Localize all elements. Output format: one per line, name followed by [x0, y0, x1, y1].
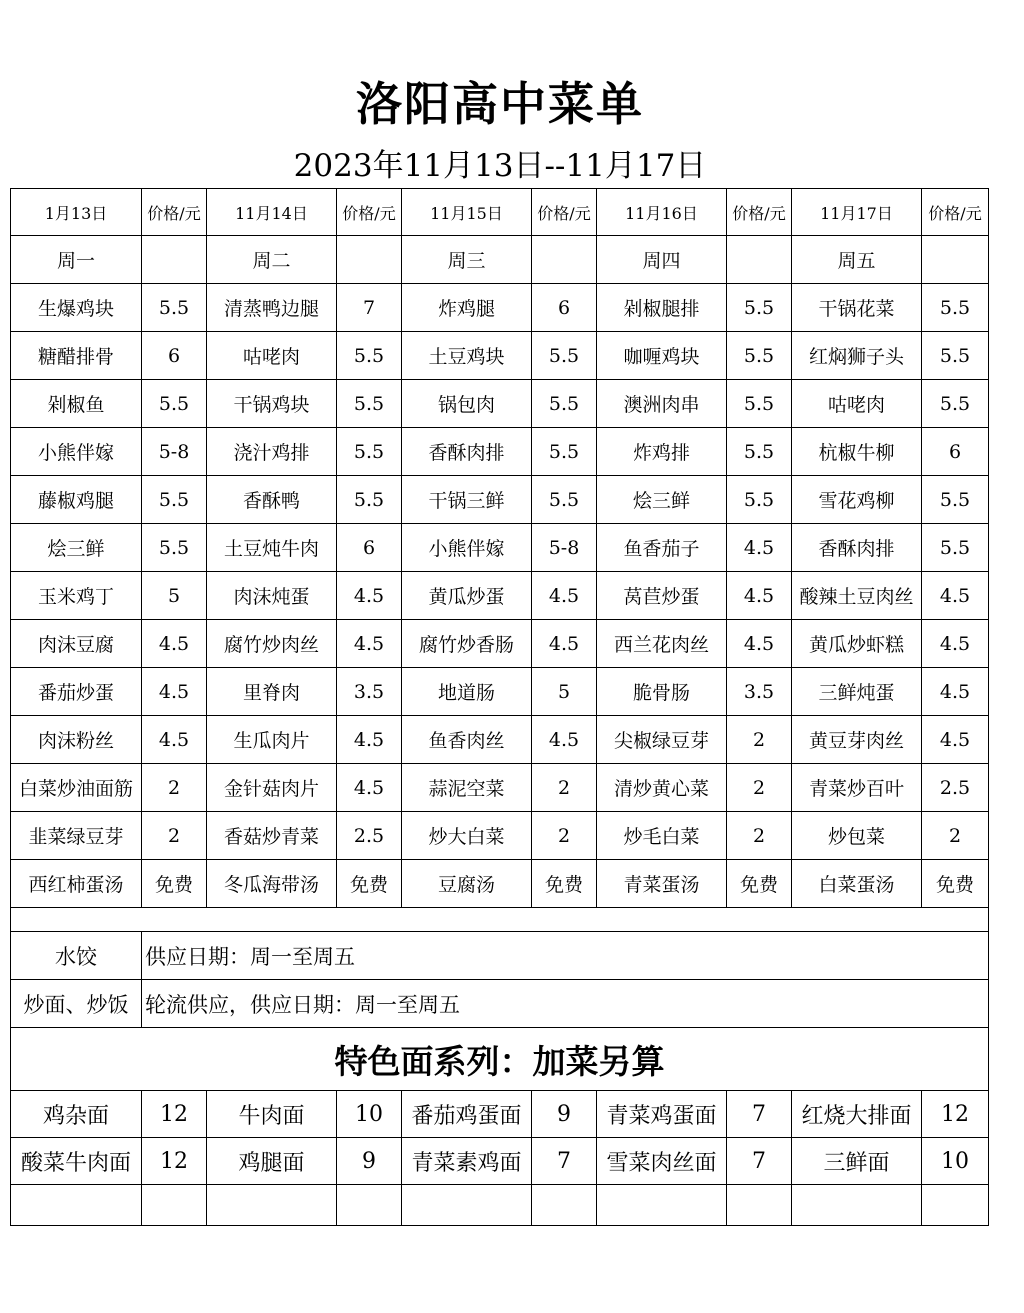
dish-price-cell: 5.5: [532, 476, 597, 524]
dish-name-cell: 炒毛白菜: [597, 812, 727, 860]
empty-cell: [142, 236, 207, 284]
dish-name-cell: 雪花鸡柳: [792, 476, 922, 524]
dish-price-cell: 4.5: [337, 716, 402, 764]
dish-price-cell: 4.5: [532, 572, 597, 620]
dish-price-cell: 6: [337, 524, 402, 572]
dish-name-cell: 鱼香茄子: [597, 524, 727, 572]
dish-price-cell: 5.5: [727, 380, 792, 428]
dish-name-cell: 红焖狮子头: [792, 332, 922, 380]
empty-cell: [337, 1185, 402, 1226]
dish-price-cell: 4.5: [922, 716, 989, 764]
dish-row: [11, 428, 989, 476]
dish-price-cell: 5.5: [922, 332, 989, 380]
dish-name-cell: 蒜泥空菜: [402, 764, 532, 812]
empty-cell: [727, 1185, 792, 1226]
noodle-price-cell: 7: [727, 1138, 792, 1185]
dish-name-cell: 青菜炒百叶: [792, 764, 922, 812]
dish-price-cell: 3.5: [727, 668, 792, 716]
dish-row: [11, 476, 989, 524]
dish-name-cell: 莴苣炒蛋: [597, 572, 727, 620]
weekday-cell: 周三: [402, 236, 532, 284]
empty-cell: [337, 236, 402, 284]
dish-price-cell: 5.5: [532, 428, 597, 476]
dish-name-cell: 杭椒牛柳: [792, 428, 922, 476]
dish-name-cell: 剁椒鱼: [11, 380, 142, 428]
noodle-price-cell: 12: [142, 1091, 207, 1138]
dish-name-cell: 炒包菜: [792, 812, 922, 860]
dish-price-cell: 2: [727, 716, 792, 764]
noodle-name-cell: 牛肉面: [207, 1091, 337, 1138]
noodle-price-cell: 10: [337, 1091, 402, 1138]
dish-price-cell: 5.5: [727, 428, 792, 476]
dish-name-cell: 清炒黄心菜: [597, 764, 727, 812]
dish-name-cell: 豆腐汤: [402, 860, 532, 908]
dish-name-cell: 烩三鲜: [11, 524, 142, 572]
dish-price-cell: 5.5: [532, 332, 597, 380]
dish-name-cell: 香酥肉排: [402, 428, 532, 476]
dish-name-cell: 里脊肉: [207, 668, 337, 716]
dish-name-cell: 香酥肉排: [792, 524, 922, 572]
dish-name-cell: 生爆鸡块: [11, 284, 142, 332]
noodle-name-cell: 番茄鸡蛋面: [402, 1091, 532, 1138]
dish-row: [11, 524, 989, 572]
dish-price-cell: 4.5: [142, 716, 207, 764]
dish-row: [11, 332, 989, 380]
price-header-cell: 价格/元: [532, 189, 597, 236]
noodle-price-cell: 12: [142, 1138, 207, 1185]
dish-name-cell: 白菜炒油面筋: [11, 764, 142, 812]
dish-price-cell: 6: [142, 332, 207, 380]
dish-price-cell: 4.5: [727, 524, 792, 572]
noodle-price-cell: 9: [532, 1091, 597, 1138]
empty-cell: [11, 908, 989, 932]
noodle-row: [11, 1138, 989, 1185]
dish-name-cell: 鱼香肉丝: [402, 716, 532, 764]
empty-cell: [11, 1185, 142, 1226]
dish-price-cell: 2.5: [922, 764, 989, 812]
date-range: 2023年11月13日--11月17日: [293, 148, 707, 184]
dish-name-cell: 炸鸡腿: [402, 284, 532, 332]
dish-name-cell: 黄瓜炒虾糕: [792, 620, 922, 668]
dish-price-cell: 4.5: [337, 764, 402, 812]
dish-name-cell: 酸辣土豆肉丝: [792, 572, 922, 620]
dish-price-cell: 5: [532, 668, 597, 716]
weekday-row: [11, 236, 989, 284]
empty-cell: [142, 1185, 207, 1226]
dish-name-cell: 生瓜肉片: [207, 716, 337, 764]
dish-name-cell: 咕咾肉: [792, 380, 922, 428]
dish-row: [11, 716, 989, 764]
dish-row: [11, 812, 989, 860]
dish-price-cell: 4.5: [727, 620, 792, 668]
dish-row: [11, 764, 989, 812]
date-cell: 1月13日: [11, 189, 142, 236]
dish-price-cell: 6: [922, 428, 989, 476]
dish-price-cell: 4.5: [532, 716, 597, 764]
dish-price-cell: 4.5: [922, 668, 989, 716]
weekday-cell: 周二: [207, 236, 337, 284]
dish-price-cell: 5.5: [727, 284, 792, 332]
dish-name-cell: 金针菇肉片: [207, 764, 337, 812]
dish-name-cell: 黄瓜炒蛋: [402, 572, 532, 620]
empty-cell: [597, 1185, 727, 1226]
noodle-name-cell: 鸡杂面: [11, 1091, 142, 1138]
dish-price-cell: 5.5: [922, 284, 989, 332]
dish-name-cell: 韭菜绿豆芽: [11, 812, 142, 860]
date-cell: 11月14日: [207, 189, 337, 236]
dish-price-cell: 5.5: [337, 476, 402, 524]
weekday-cell: 周四: [597, 236, 727, 284]
dish-price-cell: 4.5: [922, 620, 989, 668]
noodle-name-cell: 青菜素鸡面: [402, 1138, 532, 1185]
dish-price-cell: 5.5: [922, 476, 989, 524]
dish-name-cell: 脆骨肠: [597, 668, 727, 716]
dish-name-cell: 肉沫炖蛋: [207, 572, 337, 620]
dish-name-cell: 炒大白菜: [402, 812, 532, 860]
dish-price-cell: 免费: [727, 860, 792, 908]
date-cell: 11月16日: [597, 189, 727, 236]
dish-row: [11, 380, 989, 428]
noodle-name-cell: 鸡腿面: [207, 1138, 337, 1185]
dish-name-cell: 烩三鲜: [597, 476, 727, 524]
dish-name-cell: 小熊伴嫁: [11, 428, 142, 476]
noodle-name-cell: 酸菜牛肉面: [11, 1138, 142, 1185]
weekday-cell: 周一: [11, 236, 142, 284]
dish-name-cell: 澳洲肉串: [597, 380, 727, 428]
price-header-cell: 价格/元: [142, 189, 207, 236]
dish-price-cell: 5.5: [142, 476, 207, 524]
dish-price-cell: 2: [922, 812, 989, 860]
dish-name-cell: 白菜蛋汤: [792, 860, 922, 908]
dish-name-cell: 清蒸鸭边腿: [207, 284, 337, 332]
info-label-cell: 炒面、炒饭: [11, 980, 142, 1028]
dish-price-cell: 2: [142, 812, 207, 860]
price-header-cell: 价格/元: [337, 189, 402, 236]
dish-price-cell: 5-8: [532, 524, 597, 572]
weekday-cell: 周五: [792, 236, 922, 284]
dish-price-cell: 5.5: [727, 476, 792, 524]
price-header-cell: 价格/元: [922, 189, 989, 236]
empty-cell: [922, 1185, 989, 1226]
dish-name-cell: 玉米鸡丁: [11, 572, 142, 620]
dish-price-cell: 5.5: [337, 428, 402, 476]
empty-cell: [207, 1185, 337, 1226]
noodle-price-cell: 7: [727, 1091, 792, 1138]
dish-name-cell: 肉沫粉丝: [11, 716, 142, 764]
dish-price-cell: 4.5: [532, 620, 597, 668]
dish-name-cell: 土豆鸡块: [402, 332, 532, 380]
dish-price-cell: 5.5: [727, 332, 792, 380]
dish-name-cell: 地道肠: [402, 668, 532, 716]
info-label-cell: 水饺: [11, 932, 142, 980]
info-row: [11, 980, 989, 1028]
dish-price-cell: 5.5: [922, 524, 989, 572]
noodle-banner-row: [11, 1028, 989, 1091]
empty-cell: [922, 236, 989, 284]
dish-price-cell: 5.5: [922, 380, 989, 428]
dish-price-cell: 5.5: [142, 284, 207, 332]
info-value-cell: 供应日期：周一至周五: [142, 932, 989, 980]
dish-name-cell: 炸鸡排: [597, 428, 727, 476]
dish-price-cell: 5.5: [142, 524, 207, 572]
dish-price-cell: 4.5: [142, 620, 207, 668]
menu-table: [10, 188, 989, 1226]
dish-price-cell: 6: [532, 284, 597, 332]
noodle-price-cell: 10: [922, 1138, 989, 1185]
dish-price-cell: 5.5: [337, 380, 402, 428]
dish-price-cell: 5.5: [142, 380, 207, 428]
dish-name-cell: 剁椒腿排: [597, 284, 727, 332]
dish-price-cell: 4.5: [337, 572, 402, 620]
menu-table-body: [11, 189, 989, 1226]
dish-price-cell: 5: [142, 572, 207, 620]
dish-name-cell: 香酥鸭: [207, 476, 337, 524]
dish-price-cell: 4.5: [727, 572, 792, 620]
noodle-name-cell: 三鲜面: [792, 1138, 922, 1185]
dish-name-cell: 小熊伴嫁: [402, 524, 532, 572]
info-row: [11, 932, 989, 980]
dish-price-cell: 免费: [922, 860, 989, 908]
dish-name-cell: 青菜蛋汤: [597, 860, 727, 908]
menu-title: 洛阳高中菜单: [356, 77, 644, 131]
noodle-price-cell: 9: [337, 1138, 402, 1185]
empty-cell: [792, 1185, 922, 1226]
dish-price-cell: 5.5: [532, 380, 597, 428]
dish-row: [11, 284, 989, 332]
empty-cell: [727, 236, 792, 284]
noodle-name-cell: 青菜鸡蛋面: [597, 1091, 727, 1138]
empty-cell: [532, 1185, 597, 1226]
dish-name-cell: 尖椒绿豆芽: [597, 716, 727, 764]
dish-row: [11, 572, 989, 620]
spacer-row: [11, 908, 989, 932]
dish-name-cell: 咖喱鸡块: [597, 332, 727, 380]
dish-price-cell: 3.5: [337, 668, 402, 716]
dish-name-cell: 黄豆芽肉丝: [792, 716, 922, 764]
price-header-cell: 价格/元: [727, 189, 792, 236]
dish-name-cell: 西兰花肉丝: [597, 620, 727, 668]
dish-row: [11, 668, 989, 716]
noodle-banner: 特色面系列：加菜另算: [11, 1028, 989, 1091]
dish-name-cell: 浇汁鸡排: [207, 428, 337, 476]
dish-price-cell: 2: [532, 812, 597, 860]
blank-row: [11, 1185, 989, 1226]
dish-name-cell: 干锅花菜: [792, 284, 922, 332]
dish-name-cell: 冬瓜海带汤: [207, 860, 337, 908]
dish-row: [11, 860, 989, 908]
noodle-price-cell: 12: [922, 1091, 989, 1138]
dish-name-cell: 咕咾肉: [207, 332, 337, 380]
date-cell: 11月15日: [402, 189, 532, 236]
dish-name-cell: 肉沫豆腐: [11, 620, 142, 668]
dish-price-cell: 2: [727, 764, 792, 812]
info-value-cell: 轮流供应，供应日期：周一至周五: [142, 980, 989, 1028]
dish-name-cell: 糖醋排骨: [11, 332, 142, 380]
noodle-row: [11, 1091, 989, 1138]
dish-name-cell: 番茄炒蛋: [11, 668, 142, 716]
dish-price-cell: 免费: [532, 860, 597, 908]
dish-price-cell: 5-8: [142, 428, 207, 476]
dish-name-cell: 干锅鸡块: [207, 380, 337, 428]
noodle-price-cell: 7: [532, 1138, 597, 1185]
dish-price-cell: 2: [532, 764, 597, 812]
dish-price-cell: 4.5: [337, 620, 402, 668]
empty-cell: [532, 236, 597, 284]
dish-price-cell: 免费: [142, 860, 207, 908]
dish-price-cell: 2: [142, 764, 207, 812]
date-header-row: [11, 189, 989, 236]
noodle-name-cell: 雪菜肉丝面: [597, 1138, 727, 1185]
dish-row: [11, 620, 989, 668]
dish-name-cell: 腐竹炒香肠: [402, 620, 532, 668]
dish-name-cell: 锅包肉: [402, 380, 532, 428]
dish-name-cell: 干锅三鲜: [402, 476, 532, 524]
dish-name-cell: 西红柿蛋汤: [11, 860, 142, 908]
dish-price-cell: 2.5: [337, 812, 402, 860]
dish-name-cell: 腐竹炒肉丝: [207, 620, 337, 668]
dish-price-cell: 2: [727, 812, 792, 860]
dish-name-cell: 三鲜炖蛋: [792, 668, 922, 716]
dish-name-cell: 土豆炖牛肉: [207, 524, 337, 572]
noodle-name-cell: 红烧大排面: [792, 1091, 922, 1138]
dish-name-cell: 藤椒鸡腿: [11, 476, 142, 524]
dish-price-cell: 免费: [337, 860, 402, 908]
dish-price-cell: 7: [337, 284, 402, 332]
empty-cell: [402, 1185, 532, 1226]
dish-price-cell: 4.5: [922, 572, 989, 620]
dish-price-cell: 5.5: [337, 332, 402, 380]
date-cell: 11月17日: [792, 189, 922, 236]
dish-price-cell: 4.5: [142, 668, 207, 716]
dish-name-cell: 香菇炒青菜: [207, 812, 337, 860]
